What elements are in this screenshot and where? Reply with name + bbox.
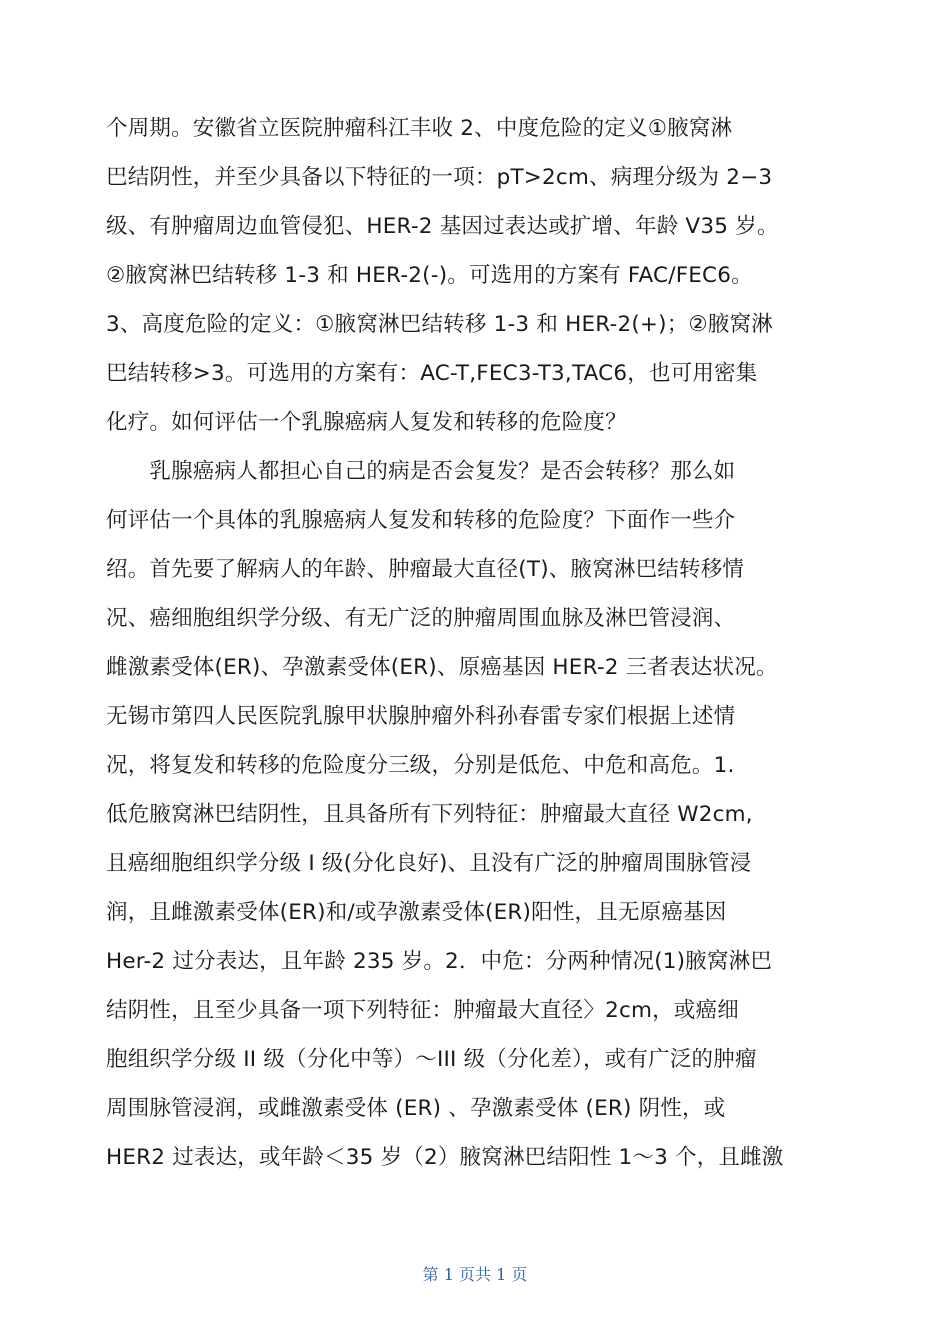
text-line: 巴结阴性，并至少具备以下特征的一项：pT>2cm、病理分级为 2−3 [106, 165, 773, 190]
text-line: 个周期。安徽省立医院肿瘤科江丰收 2、中度危险的定义①腋窝淋 [106, 116, 733, 141]
body-text [106, 104, 846, 1182]
text-line: 无锡市第四人民医院乳腺甲状腺肿瘤外科孙春雷专家们根据上述情 [106, 704, 736, 729]
text-line: 雌激素受体(ER)、孕激素受体(ER)、原癌基因 HER-2 三者表达状况。 [106, 655, 778, 680]
text-line: 低危腋窝淋巴结阴性，且具备所有下列特征：肿瘤最大直径 W2cm, [106, 802, 753, 827]
text-line: 级、有肿瘤周边血管侵犯、HER-2 基因过表达或扩增、年龄 V35 岁。 [106, 214, 779, 239]
text-line: 化疗。如何评估一个乳腺癌病人复发和转移的危险度？ [106, 410, 627, 435]
text-line: 况、癌细胞组织学分级、有无广泛的肿瘤周围血脉及淋巴管浸润、 [106, 606, 736, 631]
text-line: 乳腺癌病人都担心自己的病是否会复发？是否会转移？那么如 [106, 459, 736, 484]
text-line: 巴结转移>3。可选用的方案有：AC-T,FEC3-T3,TAC6，也可用密集 [106, 361, 758, 386]
text-line: 结阴性，且至少具备一项下列特征：肿瘤最大直径〉2cm，或癌细 [106, 998, 739, 1023]
text-line: 况，将复发和转移的危险度分三级，分别是低危、中危和高危。1. [106, 753, 735, 778]
text-line: 且癌细胞组织学分级 I 级(分化良好)、且没有广泛的肿瘤周围脉管浸 [106, 851, 752, 876]
page-number-footer: 第 1 页共 1 页 [422, 1265, 528, 1284]
text-line: ②腋窝淋巴结转移 1-3 和 HER-2(-)。可选用的方案有 FAC/FEC6。 [106, 263, 753, 288]
text-line: 3、高度危险的定义：①腋窝淋巴结转移 1-3 和 HER-2(+)；②腋窝淋 [106, 312, 773, 337]
text-line: 绍。首先要了解病人的年龄、肿瘤最大直径(T)、腋窝淋巴结转移情 [106, 557, 745, 582]
text-line: 润，且雌激素受体(ER)和/或孕激素受体(ER)阳性，且无原癌基因 [106, 900, 727, 925]
text-line: 周围脉管浸润，或雌激素受体 (ER) 、孕激素受体 (ER) 阴性，或 [106, 1096, 726, 1121]
text-line: Her-2 过分表达，且年龄 235 岁。2．中危：分两种情况(1)腋窝淋巴 [106, 949, 773, 974]
text-line: HER2 过表达，或年龄＜35 岁（2）腋窝淋巴结阳性 1〜3 个，且雌激 [106, 1145, 784, 1170]
text-line: 何评估一个具体的乳腺癌病人复发和转移的危险度？下面作一些介 [106, 508, 736, 533]
text-line: 胞组织学分级 II 级（分化中等）〜III 级（分化差），或有广泛的肿瘤 [106, 1047, 757, 1072]
